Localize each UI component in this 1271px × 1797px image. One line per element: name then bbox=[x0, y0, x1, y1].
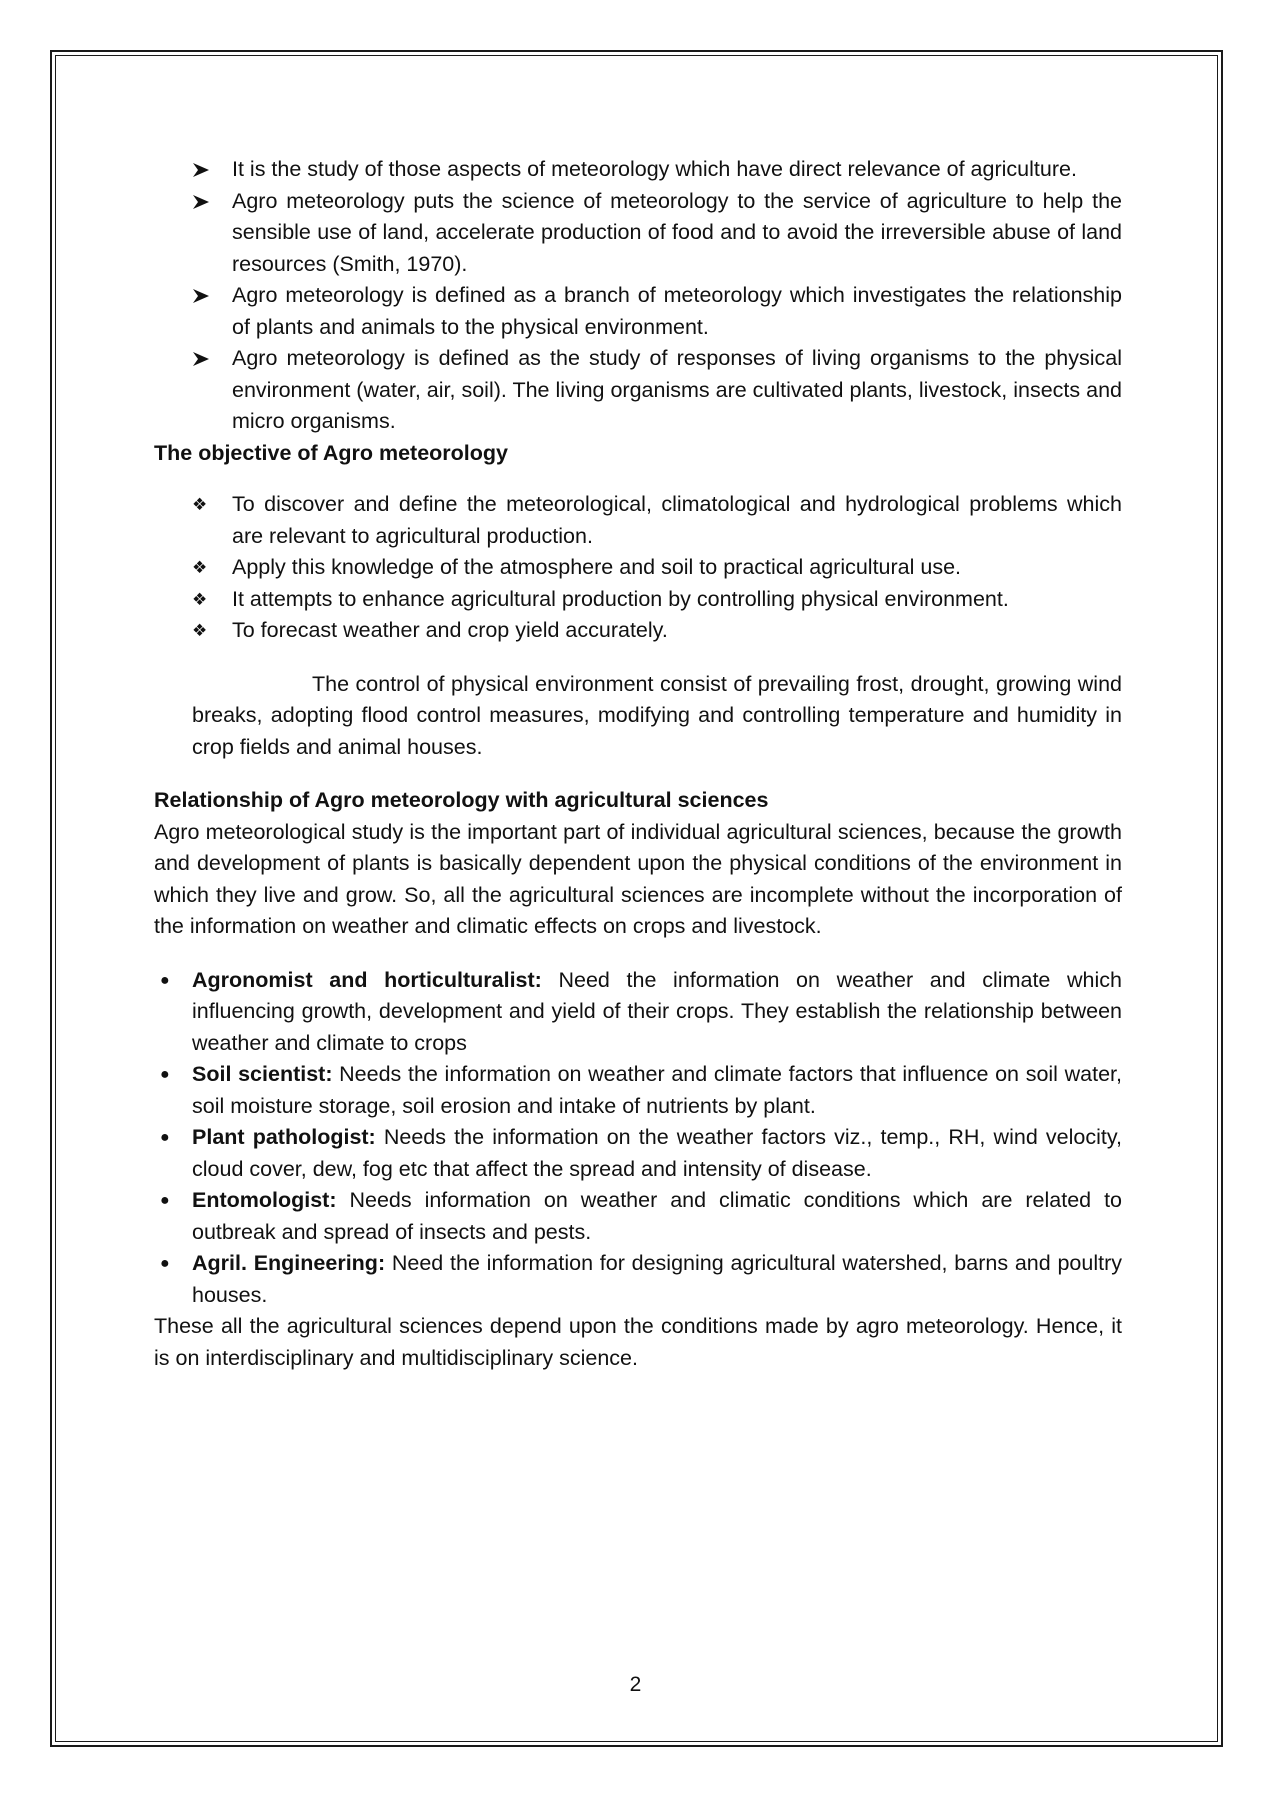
four-diamond-bullet-icon: ❖ bbox=[192, 589, 208, 609]
discipline-term: Plant pathologist: bbox=[192, 1125, 376, 1149]
filled-circle-bullet-icon: ● bbox=[160, 971, 170, 989]
relationship-intro: Agro meteorological study is the important part of individual agricultural sciences, because the growth and development of plants is basically dependent upon the physical conditions of the environment in which they live and grow. So, all the agricultural sciences are incomplete without the incorporation of the information on weather and climatic effects on crops and livestock. bbox=[154, 819, 1122, 938]
list-item bbox=[154, 584, 1122, 616]
discipline-text: Needs information on weather and climatic conditions which are related to outbreak and spread of insects and pests. bbox=[192, 1188, 1122, 1244]
relationship-list bbox=[154, 965, 1122, 1312]
definition-text: It is the study of those aspects of meteorology which have direct relevance of agriculture. bbox=[232, 157, 1077, 181]
filled-circle-bullet-icon: ● bbox=[160, 1255, 170, 1272]
discipline-term: Agronomist and horticulturalist: bbox=[192, 967, 542, 992]
arrowhead-bullet-icon bbox=[192, 154, 216, 178]
discipline-text: Needs the information on weather and climate factors that influence on soil water, soil moisture storage, soil erosion and intake of nutrients by plant. bbox=[192, 1062, 1122, 1118]
control-paragraph: The control of physical environment consist of prevailing frost, drought, growing wind breaks, adopting flood control measures, modifying and controlling temperature and humidity in crop fields and animal houses. bbox=[192, 671, 1122, 759]
filled-circle-bullet-icon: ● bbox=[160, 1129, 170, 1146]
list-item bbox=[154, 1122, 1122, 1185]
arrowhead-bullet-icon bbox=[192, 280, 216, 304]
conclusion-paragraph: These all the agricultural sciences depend upon the conditions made by agro meteorology. Hence, it is on interdisciplinary and multidisciplinary science. bbox=[154, 1314, 1122, 1370]
filled-circle-bullet-icon: ● bbox=[160, 1066, 170, 1083]
four-diamond-bullet-icon: ❖ bbox=[192, 495, 208, 514]
definitions-list bbox=[154, 154, 1122, 438]
list-item bbox=[154, 343, 1122, 438]
discipline-term: Entomologist: bbox=[192, 1188, 337, 1212]
arrowhead-bullet-icon bbox=[192, 343, 216, 367]
page-content bbox=[154, 154, 1122, 1374]
list-item bbox=[154, 1185, 1122, 1248]
list-item bbox=[154, 186, 1122, 281]
objective-text: It attempts to enhance agricultural production by controlling physical environment. bbox=[232, 586, 1009, 611]
discipline-text: Need the information for designing agricultural watershed, barns and poultry houses. bbox=[192, 1251, 1122, 1307]
filled-circle-bullet-icon: ● bbox=[160, 1192, 170, 1209]
definition-text: Agro meteorology puts the science of meteorology to the service of agriculture to help the sensible use of land, accelerate production of food and to avoid the irreversible abuse of land resources (Smith, 1970). bbox=[232, 188, 1122, 276]
definition-text: Agro meteorology is defined as the study of responses of living organisms to the physical environment (water, air, soil). The living organisms are cultivated plants, livestock, insects and micro organisms. bbox=[232, 346, 1122, 433]
discipline-text: Needs the information on the weather factors viz., temp., RH, wind velocity, cloud cover, dew, fog etc that affect the spread and intensity of disease. bbox=[192, 1125, 1122, 1181]
list-item bbox=[154, 965, 1122, 1060]
discipline-term: Agril. Engineering: bbox=[192, 1251, 386, 1275]
definition-text: Agro meteorology is defined as a branch of meteorology which investigates the relationship of plants and animals to the physical environment. bbox=[232, 283, 1122, 339]
list-item bbox=[154, 552, 1122, 584]
objective-text: Apply this knowledge of the atmosphere and soil to practical agricultural use. bbox=[232, 555, 962, 579]
page-number: 2 bbox=[629, 1673, 642, 1696]
list-item bbox=[154, 1248, 1122, 1311]
objective-list bbox=[154, 489, 1122, 647]
list-item bbox=[154, 615, 1122, 647]
list-item bbox=[154, 489, 1122, 552]
discipline-text: Need the information on weather and climate which influencing growth, development and yield of their crops. They establish the relationship between weather and climate to crops bbox=[192, 967, 1122, 1055]
objective-text: To forecast weather and crop yield accurately. bbox=[232, 618, 668, 642]
relationship-heading: Relationship of Agro meteorology with agricultural sciences bbox=[154, 788, 769, 812]
four-diamond-bullet-icon: ❖ bbox=[192, 621, 208, 640]
four-diamond-bullet-icon: ❖ bbox=[192, 558, 208, 577]
list-item bbox=[154, 280, 1122, 343]
list-item bbox=[154, 154, 1122, 186]
list-item bbox=[154, 1059, 1122, 1122]
objective-heading: The objective of Agro meteorology bbox=[154, 440, 508, 465]
objective-text: To discover and define the meteorological, climatological and hydrological problems which are relevant to agricultural production. bbox=[232, 492, 1122, 548]
arrowhead-bullet-icon bbox=[192, 186, 216, 210]
discipline-term: Soil scientist: bbox=[192, 1062, 333, 1086]
